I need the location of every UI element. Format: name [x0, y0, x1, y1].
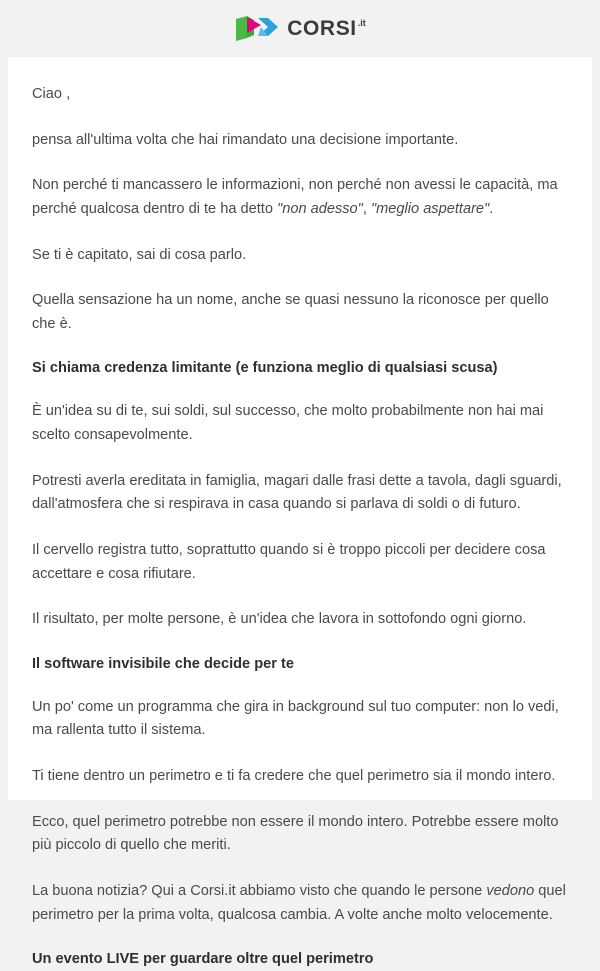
paragraph-10: Ti tiene dentro un perimetro e ti fa credere che quel perimetro sia il mondo intero. — [32, 768, 556, 785]
paragraph-2 — [32, 174, 568, 221]
paragraph-11: Ecco, quel perimetro potrebbe non essere il mondo intero. Potrebbe essere molto più piccolo di quello che meriti. — [32, 813, 559, 854]
email-body-copy — [32, 83, 568, 971]
paragraph-5: È un'idea su di te, sui soldi, sul successo, che molto probabilmente non hai mai scelto consapevolmente. — [32, 403, 544, 444]
logo-tld: .it — [357, 18, 366, 28]
email-body-card — [8, 57, 592, 968]
paragraph-2-text-b: , — [362, 200, 371, 217]
paragraph-2-quote-2: "meglio aspettare" — [370, 200, 490, 217]
greeting-line: Ciao , — [32, 86, 71, 102]
paragraph-6: Potresti averla ereditata in famiglia, magari dalle frasi dette a tavola, dagli sguardi, dall'atmosfera che si respirava in casa quando si parlava di soldi o di futuro. — [32, 472, 562, 513]
paragraph-2-quote-1: "non adesso" — [277, 200, 363, 217]
paragraph-2-text-c: . — [489, 200, 494, 217]
paragraph-8: Il risultato, per molte persone, è un'idea che lavora in sottofondo ogni giorno. — [32, 611, 527, 628]
paragraph-4: Quella sensazione ha un nome, anche se quasi nessuno la riconosce per quello che è. — [32, 292, 549, 332]
paragraph-12 — [32, 880, 568, 927]
paragraph-12-text-a: La buona notizia? Qui a Corsi.it abbiamo visto che quando le persone — [32, 882, 487, 899]
paragraph-9: Un po' come un programma che gira in background sul tuo computer: non lo vedi, ma rallenta tutto il sistema. — [32, 698, 559, 739]
paragraph-3: Se ti è capitato, sai di cosa parlo. — [32, 246, 247, 263]
heading-evento-live: Un evento LIVE per guardare oltre quel perimetro — [32, 951, 374, 968]
paragraph-12-text-b: quel perimetro per la prima volta, qualcosa cambia. A volte anche molto velocemente. — [32, 882, 566, 923]
logo-wordmark: CORSI — [287, 17, 357, 40]
corsi-logo-text — [287, 18, 366, 39]
corsi-logo-mark-icon — [234, 14, 280, 44]
paragraph-2-text-a: Non perché ti mancassero le informazioni, non perché non avessi le capacità, ma perché qualcosa dentro di te ha detto — [32, 177, 558, 217]
paragraph-12-emphasis: vedono — [486, 882, 535, 899]
paragraph-7: Il cervello registra tutto, soprattutto quando si è troppo piccoli per decidere cosa accettare e cosa rifiutare. — [32, 541, 546, 582]
heading-software-invisibile: Il software invisibile che decide per te — [32, 655, 294, 672]
email-header — [0, 0, 600, 57]
corsi-logo[interactable] — [234, 13, 366, 45]
paragraph-1: pensa all'ultima volta che hai rimandato una decisione importante. — [32, 131, 459, 148]
heading-credenza-limitante: Si chiama credenza limitante (e funziona meglio di qualsiasi scusa) — [32, 360, 498, 377]
